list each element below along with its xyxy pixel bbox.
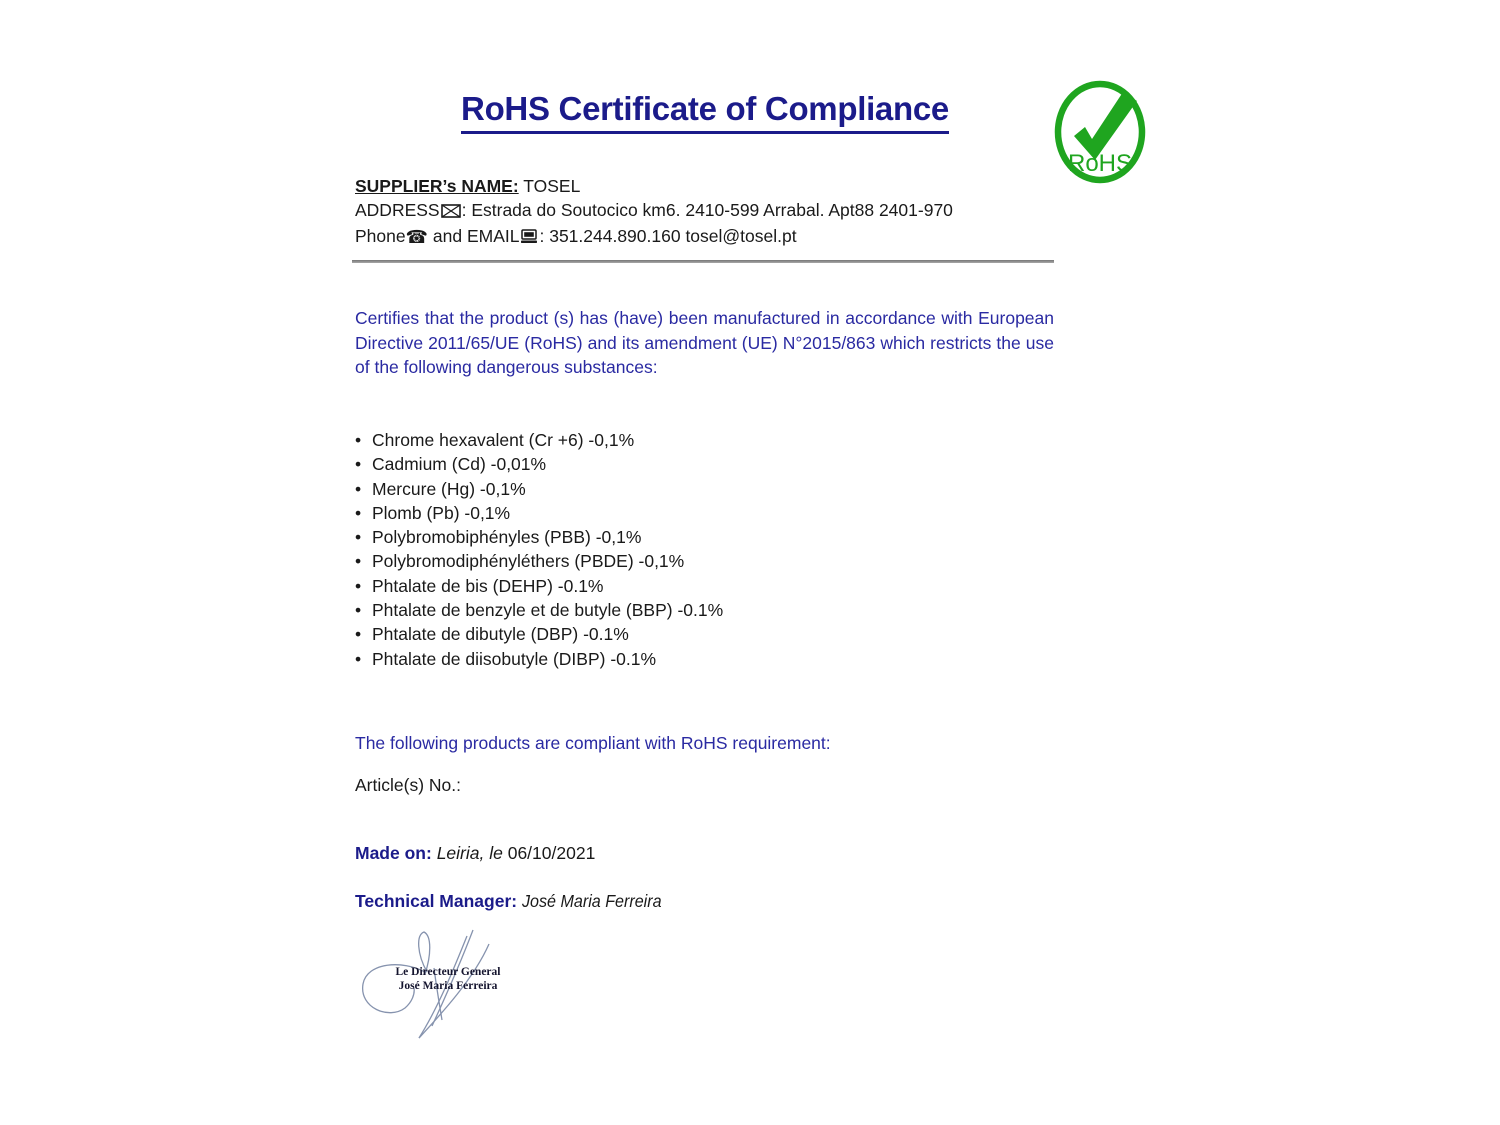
substance-item: • Chrome hexavalent (Cr +6) -0,1% — [355, 428, 1054, 452]
made-on-date: 06/10/2021 — [507, 843, 596, 863]
address-value: : Estrada do Soutocico km6. 2410-599 Arrabal. Apt88 2401-970 — [461, 200, 953, 220]
substance-item: • Phtalate de diisobutyle (DIBP) -0.1% — [355, 647, 1054, 671]
page-title — [355, 90, 1055, 134]
substance-item: • Phtalate de bis (DEHP) -0.1% — [355, 574, 1054, 598]
supplier-name-line — [355, 174, 1055, 198]
technical-manager-label: Technical Manager: — [355, 891, 518, 911]
email-label: and EMAIL — [428, 226, 520, 246]
signature-stamp-text — [383, 966, 513, 993]
made-on-place: Leiria, le — [436, 843, 503, 863]
logo-label: RoHS — [1067, 150, 1133, 177]
supplier-address-line — [355, 198, 1055, 224]
supplier-name-value: TOSEL — [523, 176, 581, 196]
substance-list — [355, 428, 1054, 671]
supplier-contact-line — [355, 224, 1055, 250]
envelope-icon — [441, 200, 461, 224]
made-on-label: Made on: — [355, 843, 432, 863]
supplier-name-label: SUPPLIER’s NAME: — [355, 176, 519, 196]
substance-item: • Cadmium (Cd) -0,01% — [355, 452, 1054, 476]
substance-item: • Phtalate de dibutyle (DBP) -0.1% — [355, 622, 1054, 646]
supplier-block — [355, 174, 1055, 250]
made-on-line — [355, 843, 1054, 864]
substance-item: • Polybromobiphényles (PBB) -0,1% — [355, 525, 1054, 549]
contact-value: : 351.244.890.160 tosel@tosel.pt — [539, 226, 797, 246]
address-label: ADDRESS — [355, 200, 440, 220]
technical-manager-line — [355, 891, 1054, 912]
phone-icon: ☎ — [405, 227, 429, 248]
rohs-logo — [1053, 80, 1149, 184]
article-number-label: Article(s) No.: — [355, 775, 461, 795]
page-title-text: RoHS Certificate of Compliance — [461, 90, 949, 134]
certification-statement: Certifies that the product (s) has (have) been manufactured in accordance with European Directive 2011/65/UE (RoHS) and its amendment (UE) N°2015/863 which restricts the use of the following dangerous substances: — [355, 308, 1054, 377]
compliance-statement: The following products are compliant with RoHS requirement: — [355, 733, 831, 753]
signature-stamp-line2: José Maria Ferreira — [398, 979, 498, 992]
rohs-logo-graphic — [1053, 80, 1149, 184]
section-divider — [352, 260, 1054, 263]
substance-item: • Phtalate de benzyle et de butyle (BBP) -0.1% — [355, 598, 1054, 622]
signature-stamp-line1: Le Directeur General — [395, 966, 501, 978]
phone-label: Phone — [355, 226, 406, 246]
substance-item: • Polybromodiphényléthers (PBDE) -0,1% — [355, 549, 1054, 573]
signature — [355, 920, 530, 1055]
technical-manager-name: José Maria Ferreira — [521, 891, 662, 911]
computer-icon — [520, 226, 538, 250]
substance-item: • Mercure (Hg) -0,1% — [355, 477, 1054, 501]
substance-item: • Plomb (Pb) -0,1% — [355, 501, 1054, 525]
